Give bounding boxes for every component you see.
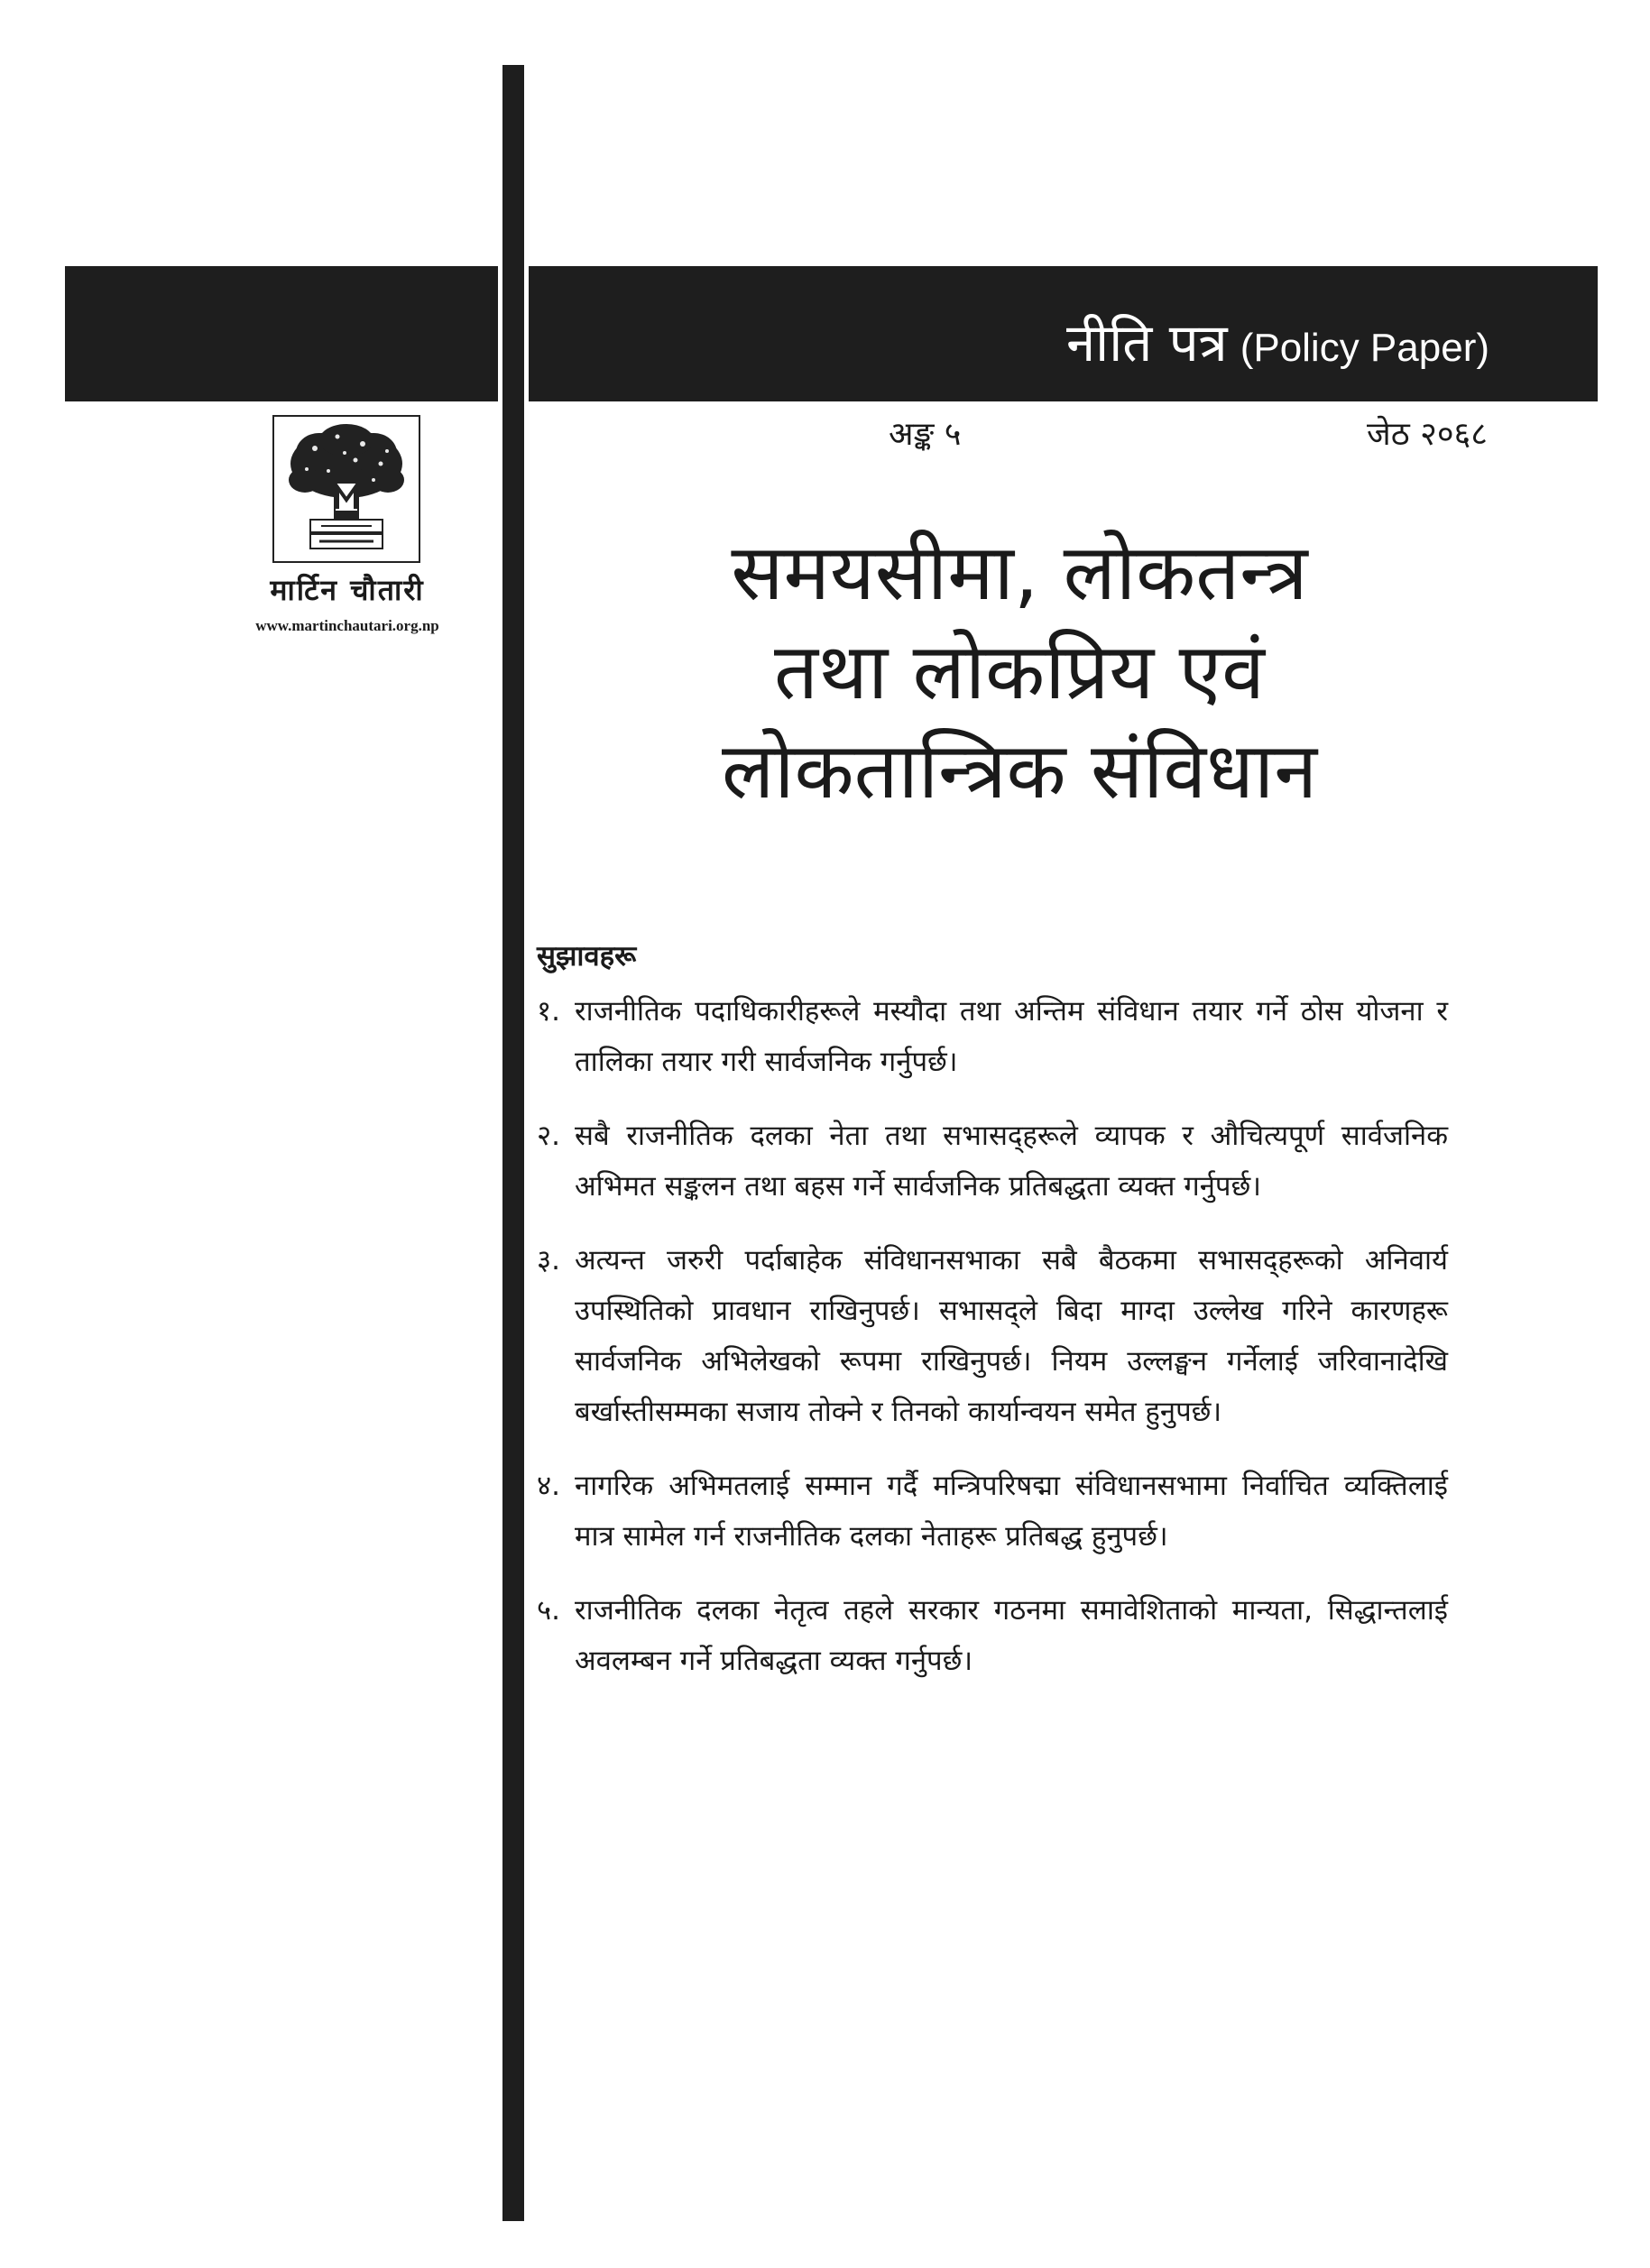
header-band-left [65,266,498,401]
suggestion-text: सबै राजनीतिक दलका नेता तथा सभासद्हरूले व्यापक र औचित्यपूर्ण सार्वजनिक अभिमत सङ्कलन तथा बहस गर्ने सार्वजनिक प्रतिबद्धता व्यक्त गर्नुपर्छ। [575,1120,1448,1203]
suggestion-number: ५. [537,1594,560,1627]
suggestion-text: अत्यन्त जरुरी पर्दाबाहेक संविधानसभाका सबै बैठकमा सभासद्हरूको अनिवार्य उपस्थितिको प्रावधान राखिनुपर्छ। सभासद्ले बिदा माग्दा उल्लेख गरिने कारणहरू सार्वजनिक अभिलेखको रूपमा राखिनुपर्छ। नियम उल्लङ्घन गर्नेलाई जरिवानादेखि बर्खास्तीसम्मका सजाय तोक्ने र तिनको कार्यान्वयन समेत हुनुपर्छ। [575,1244,1448,1428]
suggestion-item [537,1111,1448,1212]
organization-url: www.martinchautari.org.np [255,617,439,634]
issue-number: अङ्क ५ [889,416,962,453]
organization-name: मार्टिन चौतारी [270,573,425,607]
suggestion-text: राजनीतिक पदाधिकारीहरूले मस्यौदा तथा अन्तिम संविधान तयार गर्ने ठोस योजना र तालिका तयार गरी सार्वजनिक गर्नुपर्छ। [575,995,1448,1078]
header-title [1066,311,1489,380]
header-title-nepali: नीति पत्र [1065,312,1228,373]
suggestion-number: ४. [537,1470,560,1502]
suggestion-number: ३. [537,1244,560,1277]
tree-logo-icon [274,417,419,561]
document-title [568,523,1470,821]
vertical-rule [502,65,524,2221]
suggestion-item [537,986,1448,1087]
header-band [529,266,1598,401]
title-line: तथा लोकप्रिय एवं [773,627,1265,717]
organization-logo [272,415,420,563]
suggestion-number: १. [537,995,560,1028]
suggestion-item [537,1585,1448,1686]
suggestion-item [537,1235,1448,1437]
title-line: समयसीमा, लोकतन्त्र [731,528,1308,618]
issue-date: जेठ २०६८ [1367,416,1488,453]
suggestions-heading: सुझावहरू [537,940,637,973]
suggestion-item [537,1461,1448,1562]
header-title-english: (Policy Paper) [1240,326,1489,370]
title-line: लोकतान्त्रिक संविधान [721,726,1318,816]
suggestions-list [537,986,1448,1710]
suggestion-number: २. [537,1120,560,1152]
suggestion-text: राजनीतिक दलका नेतृत्व तहले सरकार गठनमा समावेशिताको मान्यता, सिद्धान्तलाई अवलम्बन गर्ने प्रतिबद्धता व्यक्त गर्नुपर्छ। [575,1594,1448,1677]
suggestion-text: नागरिक अभिमतलाई सम्मान गर्दै मन्त्रिपरिषद्मा संविधानसभामा निर्वाचित व्यक्तिलाई मात्र सामेल गर्न राजनीतिक दलका नेताहरू प्रतिबद्ध हुनुपर्छ। [575,1470,1448,1553]
